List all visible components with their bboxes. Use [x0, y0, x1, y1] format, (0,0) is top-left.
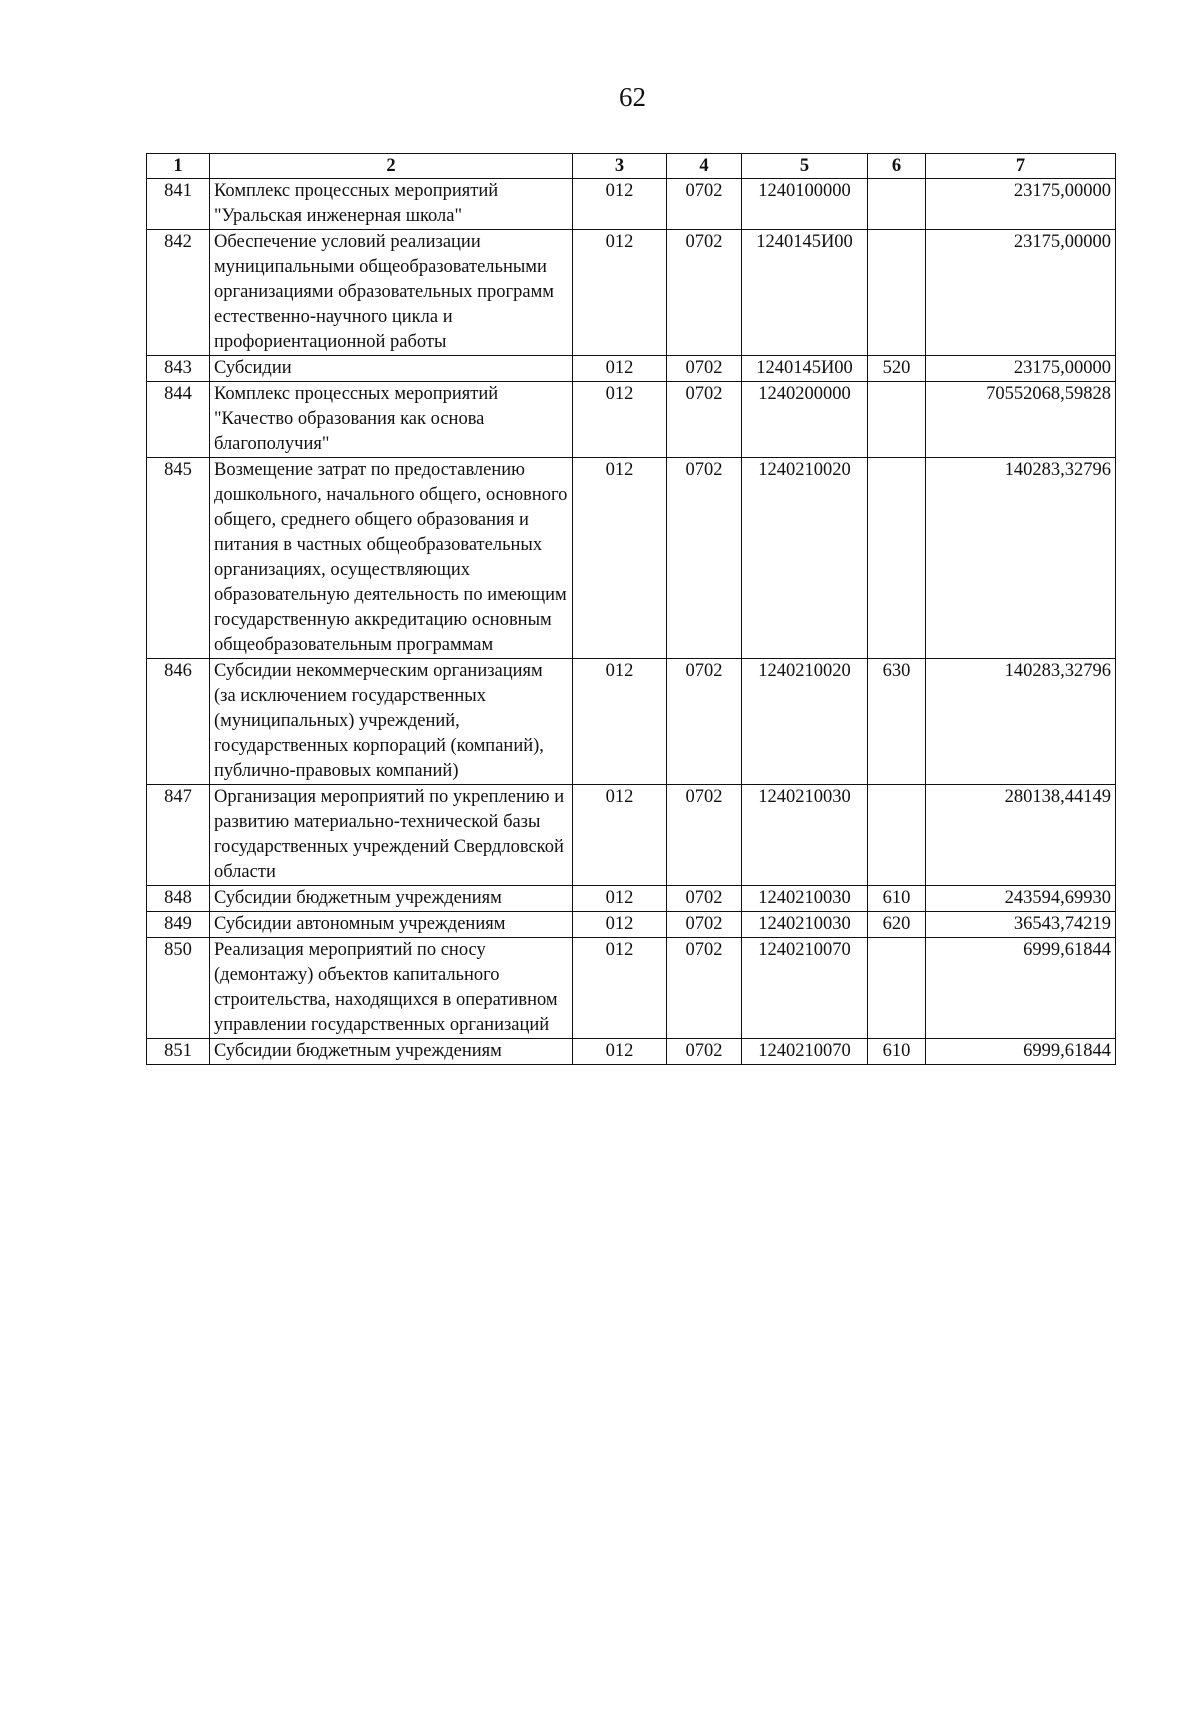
- row-code-3: 012: [573, 382, 667, 458]
- row-code-4: 0702: [667, 912, 742, 938]
- column-header: 1: [147, 154, 210, 179]
- column-header: 5: [742, 154, 868, 179]
- row-amount: 23175,00000: [926, 356, 1116, 382]
- row-code-4: 0702: [667, 382, 742, 458]
- row-code-5: 1240210030: [742, 912, 868, 938]
- row-name: Субсидии бюджетным учреждениям: [210, 886, 573, 912]
- row-code-4: 0702: [667, 1039, 742, 1065]
- table-row: [147, 659, 1116, 785]
- row-name: Субсидии некоммерческим организациям (за исключением государственных (муниципальных) учреждений, государственных корпораций (компаний), публично-правовых компаний): [210, 659, 573, 785]
- column-header: 7: [926, 154, 1116, 179]
- row-number: 846: [147, 659, 210, 785]
- row-amount: 23175,00000: [926, 230, 1116, 356]
- row-code-3: 012: [573, 458, 667, 659]
- table-row: [147, 356, 1116, 382]
- column-header: 4: [667, 154, 742, 179]
- row-number: 841: [147, 179, 210, 230]
- row-number: 849: [147, 912, 210, 938]
- row-code-4: 0702: [667, 938, 742, 1039]
- row-code-4: 0702: [667, 785, 742, 886]
- row-number: 847: [147, 785, 210, 886]
- row-code-5: 1240210030: [742, 886, 868, 912]
- table-row: [147, 382, 1116, 458]
- row-code-4: 0702: [667, 458, 742, 659]
- row-code-3: 012: [573, 179, 667, 230]
- table-row: [147, 886, 1116, 912]
- table-row: [147, 912, 1116, 938]
- row-number: 850: [147, 938, 210, 1039]
- table-row: [147, 938, 1116, 1039]
- row-code-3: 012: [573, 912, 667, 938]
- row-amount: 243594,69930: [926, 886, 1116, 912]
- row-number: 845: [147, 458, 210, 659]
- row-number: 843: [147, 356, 210, 382]
- row-name: Возмещение затрат по предоставлению дошкольного, начального общего, основного общего, среднего общего образования и питания в частных общеобразовательных организациях, осуществляющих образовательную деятельность по имеющим государственную аккредитацию основным общеобразовательным программам: [210, 458, 573, 659]
- row-amount: 23175,00000: [926, 179, 1116, 230]
- row-code-5: 1240145И00: [742, 230, 868, 356]
- row-code-6: 620: [868, 912, 926, 938]
- row-amount: 280138,44149: [926, 785, 1116, 886]
- row-name: Субсидии автономным учреждениям: [210, 912, 573, 938]
- row-code-6: [868, 230, 926, 356]
- row-code-5: 1240210030: [742, 785, 868, 886]
- row-code-4: 0702: [667, 356, 742, 382]
- budget-table: [146, 153, 1116, 1065]
- row-code-3: 012: [573, 886, 667, 912]
- table-row: [147, 179, 1116, 230]
- row-code-6: 630: [868, 659, 926, 785]
- row-amount: 36543,74219: [926, 912, 1116, 938]
- row-number: 848: [147, 886, 210, 912]
- row-name: Комплекс процессных мероприятий "Уральская инженерная школа": [210, 179, 573, 230]
- row-amount: 70552068,59828: [926, 382, 1116, 458]
- row-code-5: 1240210020: [742, 659, 868, 785]
- column-header: 2: [210, 154, 573, 179]
- row-code-5: 1240210020: [742, 458, 868, 659]
- row-name: Субсидии: [210, 356, 573, 382]
- row-code-3: 012: [573, 938, 667, 1039]
- row-code-6: 610: [868, 886, 926, 912]
- page-number: 62: [619, 82, 646, 112]
- table-row: [147, 785, 1116, 886]
- row-code-3: 012: [573, 785, 667, 886]
- row-number: 851: [147, 1039, 210, 1065]
- row-number: 842: [147, 230, 210, 356]
- row-code-5: 1240145И00: [742, 356, 868, 382]
- row-amount: 140283,32796: [926, 458, 1116, 659]
- column-header: 3: [573, 154, 667, 179]
- row-name: Субсидии бюджетным учреждениям: [210, 1039, 573, 1065]
- row-name: Организация мероприятий по укреплению и развитию материально-технической базы государственных учреждений Свердловской области: [210, 785, 573, 886]
- row-code-6: [868, 785, 926, 886]
- row-code-4: 0702: [667, 230, 742, 356]
- row-code-3: 012: [573, 230, 667, 356]
- table-row: [147, 230, 1116, 356]
- row-code-6: 520: [868, 356, 926, 382]
- row-amount: 6999,61844: [926, 1039, 1116, 1065]
- row-name: Комплекс процессных мероприятий "Качество образования как основа благополучия": [210, 382, 573, 458]
- row-code-4: 0702: [667, 886, 742, 912]
- table-row: [147, 1039, 1116, 1065]
- row-code-5: 1240200000: [742, 382, 868, 458]
- row-code-6: 610: [868, 1039, 926, 1065]
- row-code-6: [868, 179, 926, 230]
- row-amount: 140283,32796: [926, 659, 1116, 785]
- row-name: Обеспечение условий реализации муниципальными общеобразовательными организациями образовательных программ естественно-научного цикла и профориентационной работы: [210, 230, 573, 356]
- table-row: [147, 458, 1116, 659]
- row-number: 844: [147, 382, 210, 458]
- row-amount: 6999,61844: [926, 938, 1116, 1039]
- row-code-6: [868, 458, 926, 659]
- row-code-6: [868, 938, 926, 1039]
- row-code-3: 012: [573, 1039, 667, 1065]
- row-code-5: 1240100000: [742, 179, 868, 230]
- row-code-5: 1240210070: [742, 1039, 868, 1065]
- row-name: Реализация мероприятий по сносу (демонтажу) объектов капитального строительства, находящихся в оперативном управлении государственных организаций: [210, 938, 573, 1039]
- row-code-3: 012: [573, 356, 667, 382]
- table-header-row: [147, 154, 1116, 179]
- row-code-5: 1240210070: [742, 938, 868, 1039]
- row-code-6: [868, 382, 926, 458]
- row-code-3: 012: [573, 659, 667, 785]
- column-header: 6: [868, 154, 926, 179]
- row-code-4: 0702: [667, 659, 742, 785]
- row-code-4: 0702: [667, 179, 742, 230]
